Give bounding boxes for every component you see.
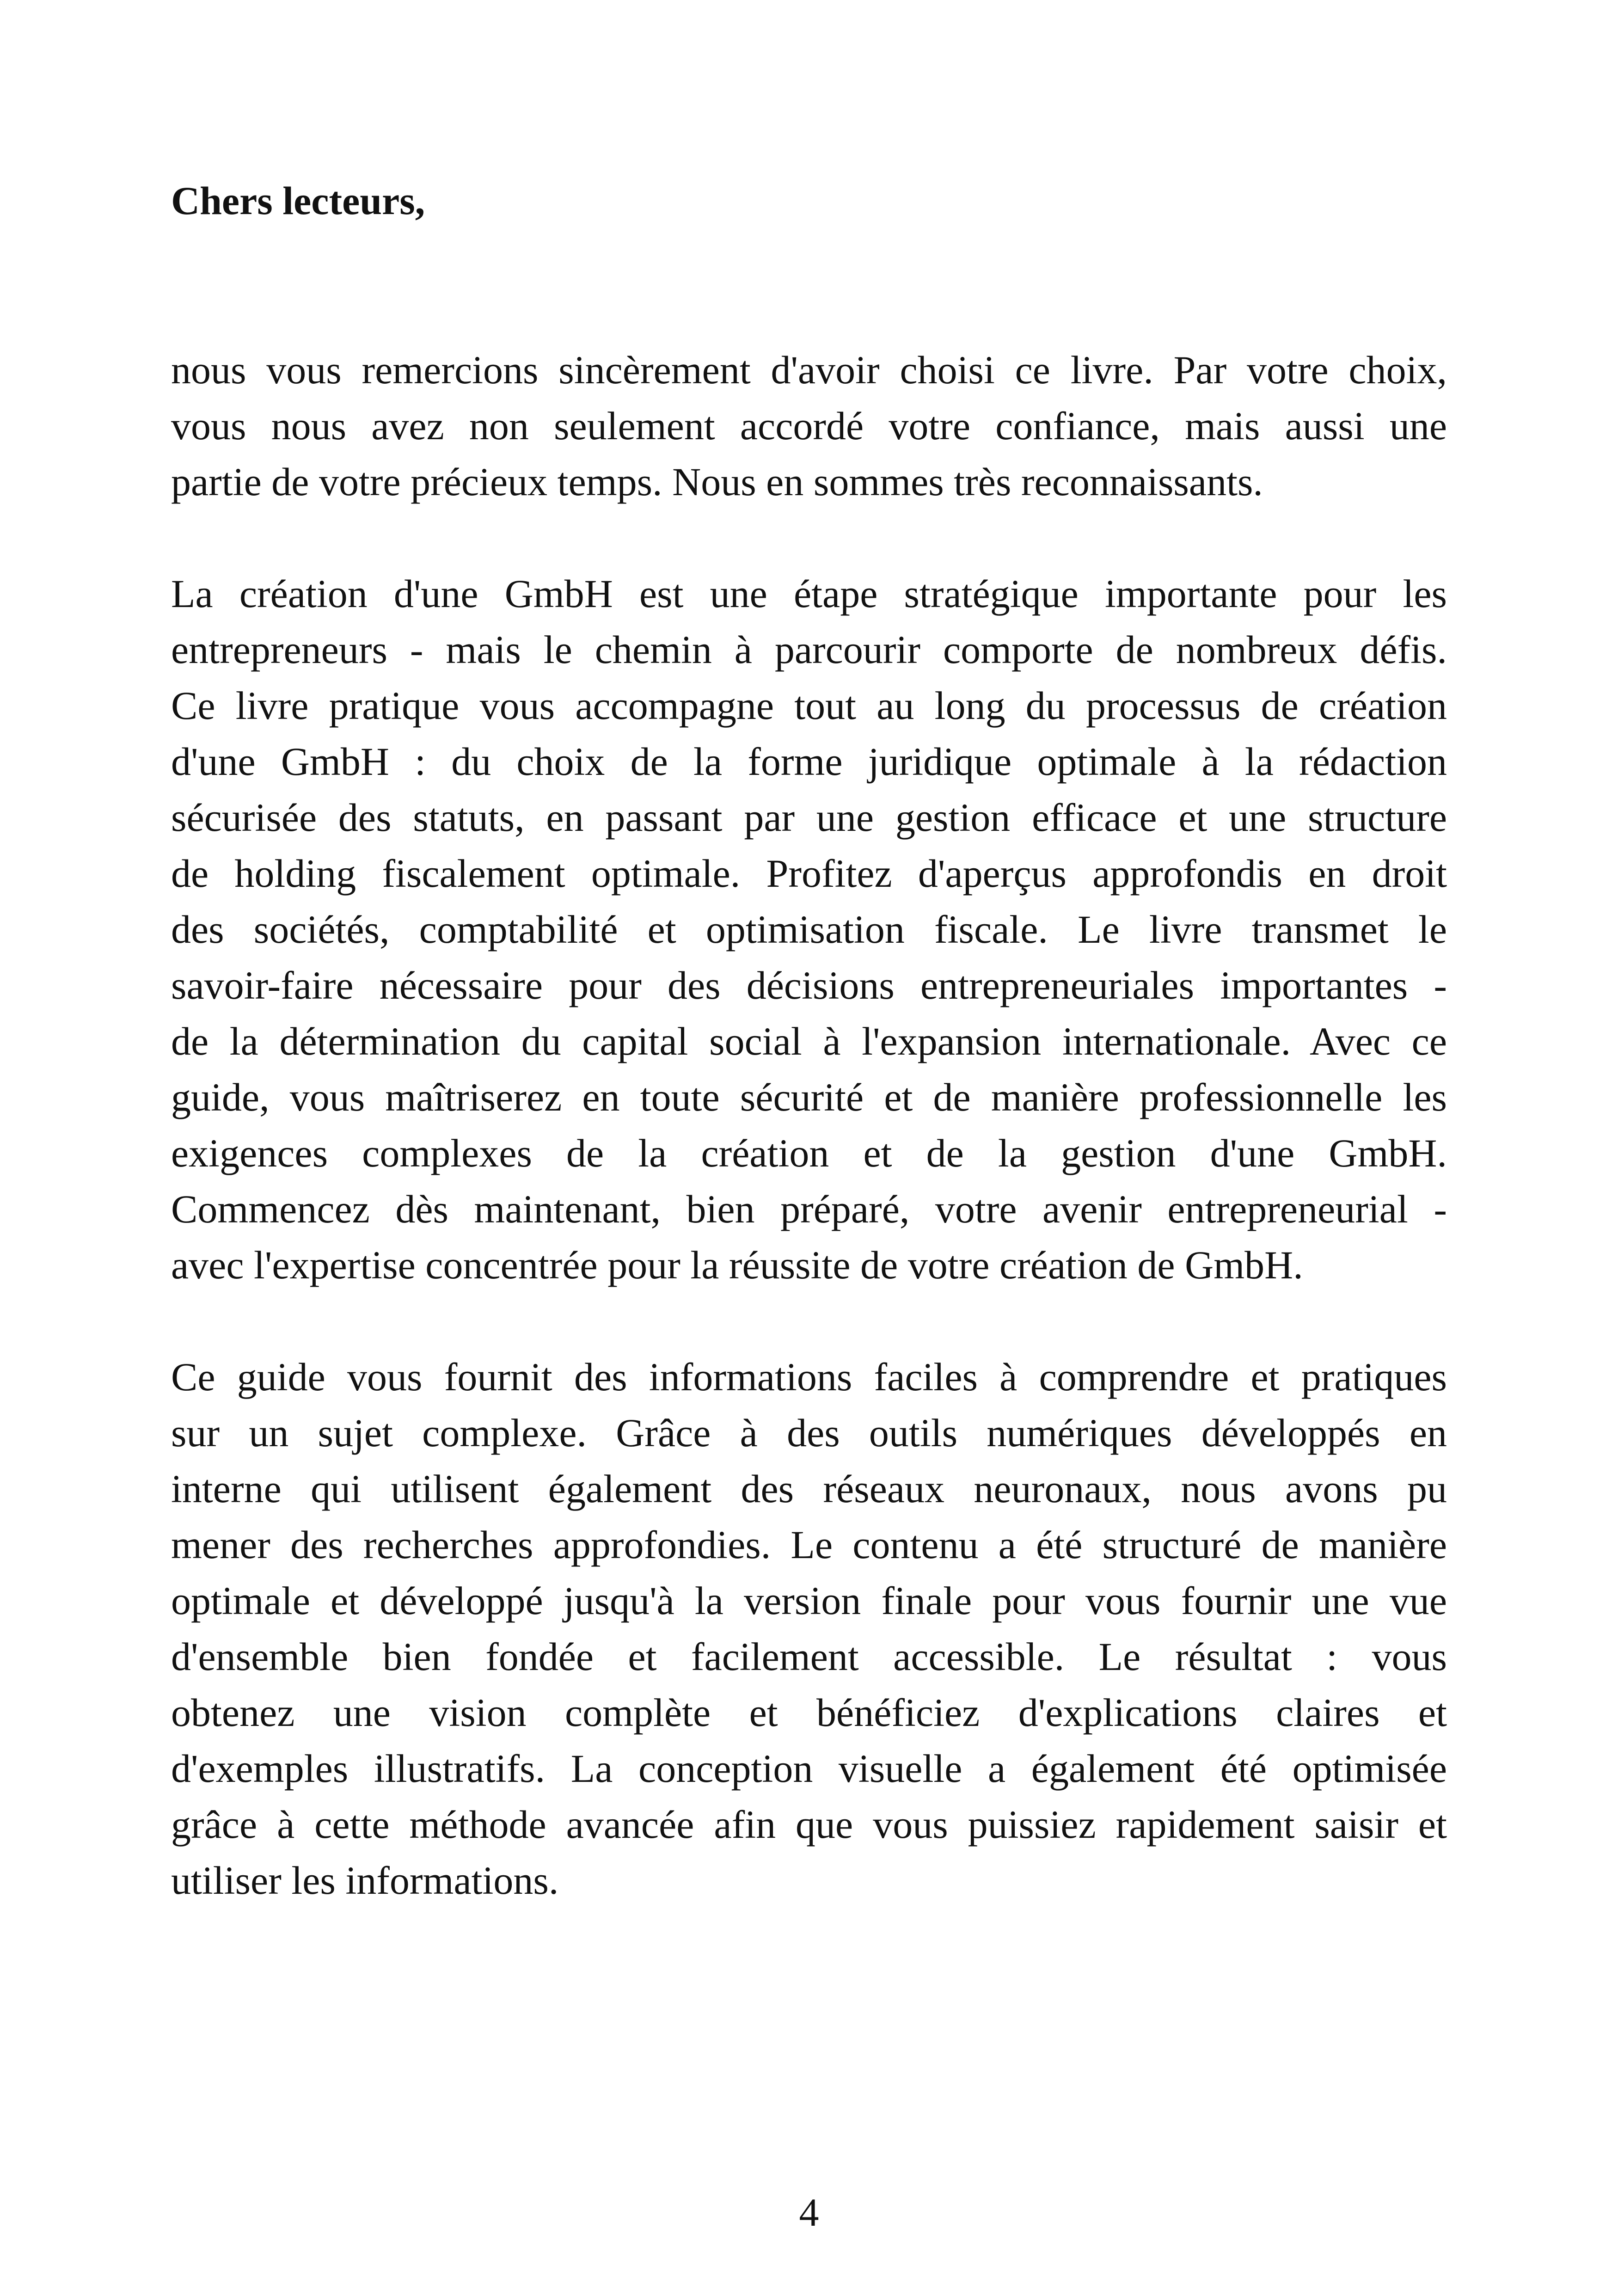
paragraph-line: d'ensemble bien fondée et facilement accessible. Le résultat : vous [171,1634,1447,1679]
paragraph-line: La création d'une GmbH est une étape stratégique importante pour les [171,571,1447,616]
page-number: 4 [799,2190,819,2235]
paragraph-line: mener des recherches approfondies. Le contenu a été structuré de manière [171,1522,1447,1567]
paragraph-line: Ce guide vous fournit des informations faciles à comprendre et pratiques [171,1355,1447,1399]
paragraph-line: obtenez une vision complète et bénéficiez d'explications claires et [171,1690,1447,1735]
paragraph-line: de la détermination du capital social à l'expansion internationale. Avec ce [171,1019,1447,1063]
body-text [171,342,1447,1964]
paragraph-line: Commencez dès maintenant, bien préparé, votre avenir entrepreneurial - [171,1187,1447,1231]
paragraph-line: sur un sujet complexe. Grâce à des outils numériques développés en [171,1411,1447,1455]
paragraph-1 [171,342,1447,510]
paragraph-line: optimale et développé jusqu'à la version finale pour vous fournir une vue [171,1578,1447,1623]
salutation-heading: Chers lecteurs, [171,178,425,223]
paragraph-line: avec l'expertise concentrée pour la réussite de votre création de GmbH. [171,1243,1303,1287]
paragraph-line: sécurisée des statuts, en passant par une gestion efficace et une structure [171,795,1447,840]
paragraph-line: vous nous avez non seulement accordé votre confiance, mais aussi une [171,404,1447,448]
paragraph-line: utiliser les informations. [171,1858,559,1903]
paragraph-line: grâce à cette méthode avancée afin que vous puissiez rapidement saisir et [171,1802,1447,1847]
paragraph-line: partie de votre précieux temps. Nous en sommes très reconnaissants. [171,460,1263,504]
paragraph-line: savoir-faire nécessaire pour des décisions entrepreneuriales importantes - [171,963,1447,1007]
paragraph-line: Ce livre pratique vous accompagne tout au long du processus de création [171,683,1447,728]
paragraph-3 [171,1349,1447,1909]
paragraph-line: entrepreneurs - mais le chemin à parcourir comporte de nombreux défis. [171,627,1447,672]
paragraph-line: interne qui utilisent également des réseaux neuronaux, nous avons pu [171,1467,1447,1511]
paragraph-line: d'une GmbH : du choix de la forme juridique optimale à la rédaction [171,739,1447,784]
document-page [171,0,1447,2296]
paragraph-line: de holding fiscalement optimale. Profitez d'aperçus approfondis en droit [171,851,1447,896]
paragraph-line: guide, vous maîtriserez en toute sécurité et de manière professionnelle les [171,1075,1447,1119]
paragraph-line: nous vous remercions sincèrement d'avoir choisi ce livre. Par votre choix, [171,348,1447,392]
paragraph-line: des sociétés, comptabilité et optimisation fiscale. Le livre transmet le [171,907,1447,952]
paragraph-line: d'exemples illustratifs. La conception visuelle a également été optimisée [171,1746,1447,1791]
paragraph-2 [171,566,1447,1293]
paragraph-line: exigences complexes de la création et de la gestion d'une GmbH. [171,1131,1447,1175]
